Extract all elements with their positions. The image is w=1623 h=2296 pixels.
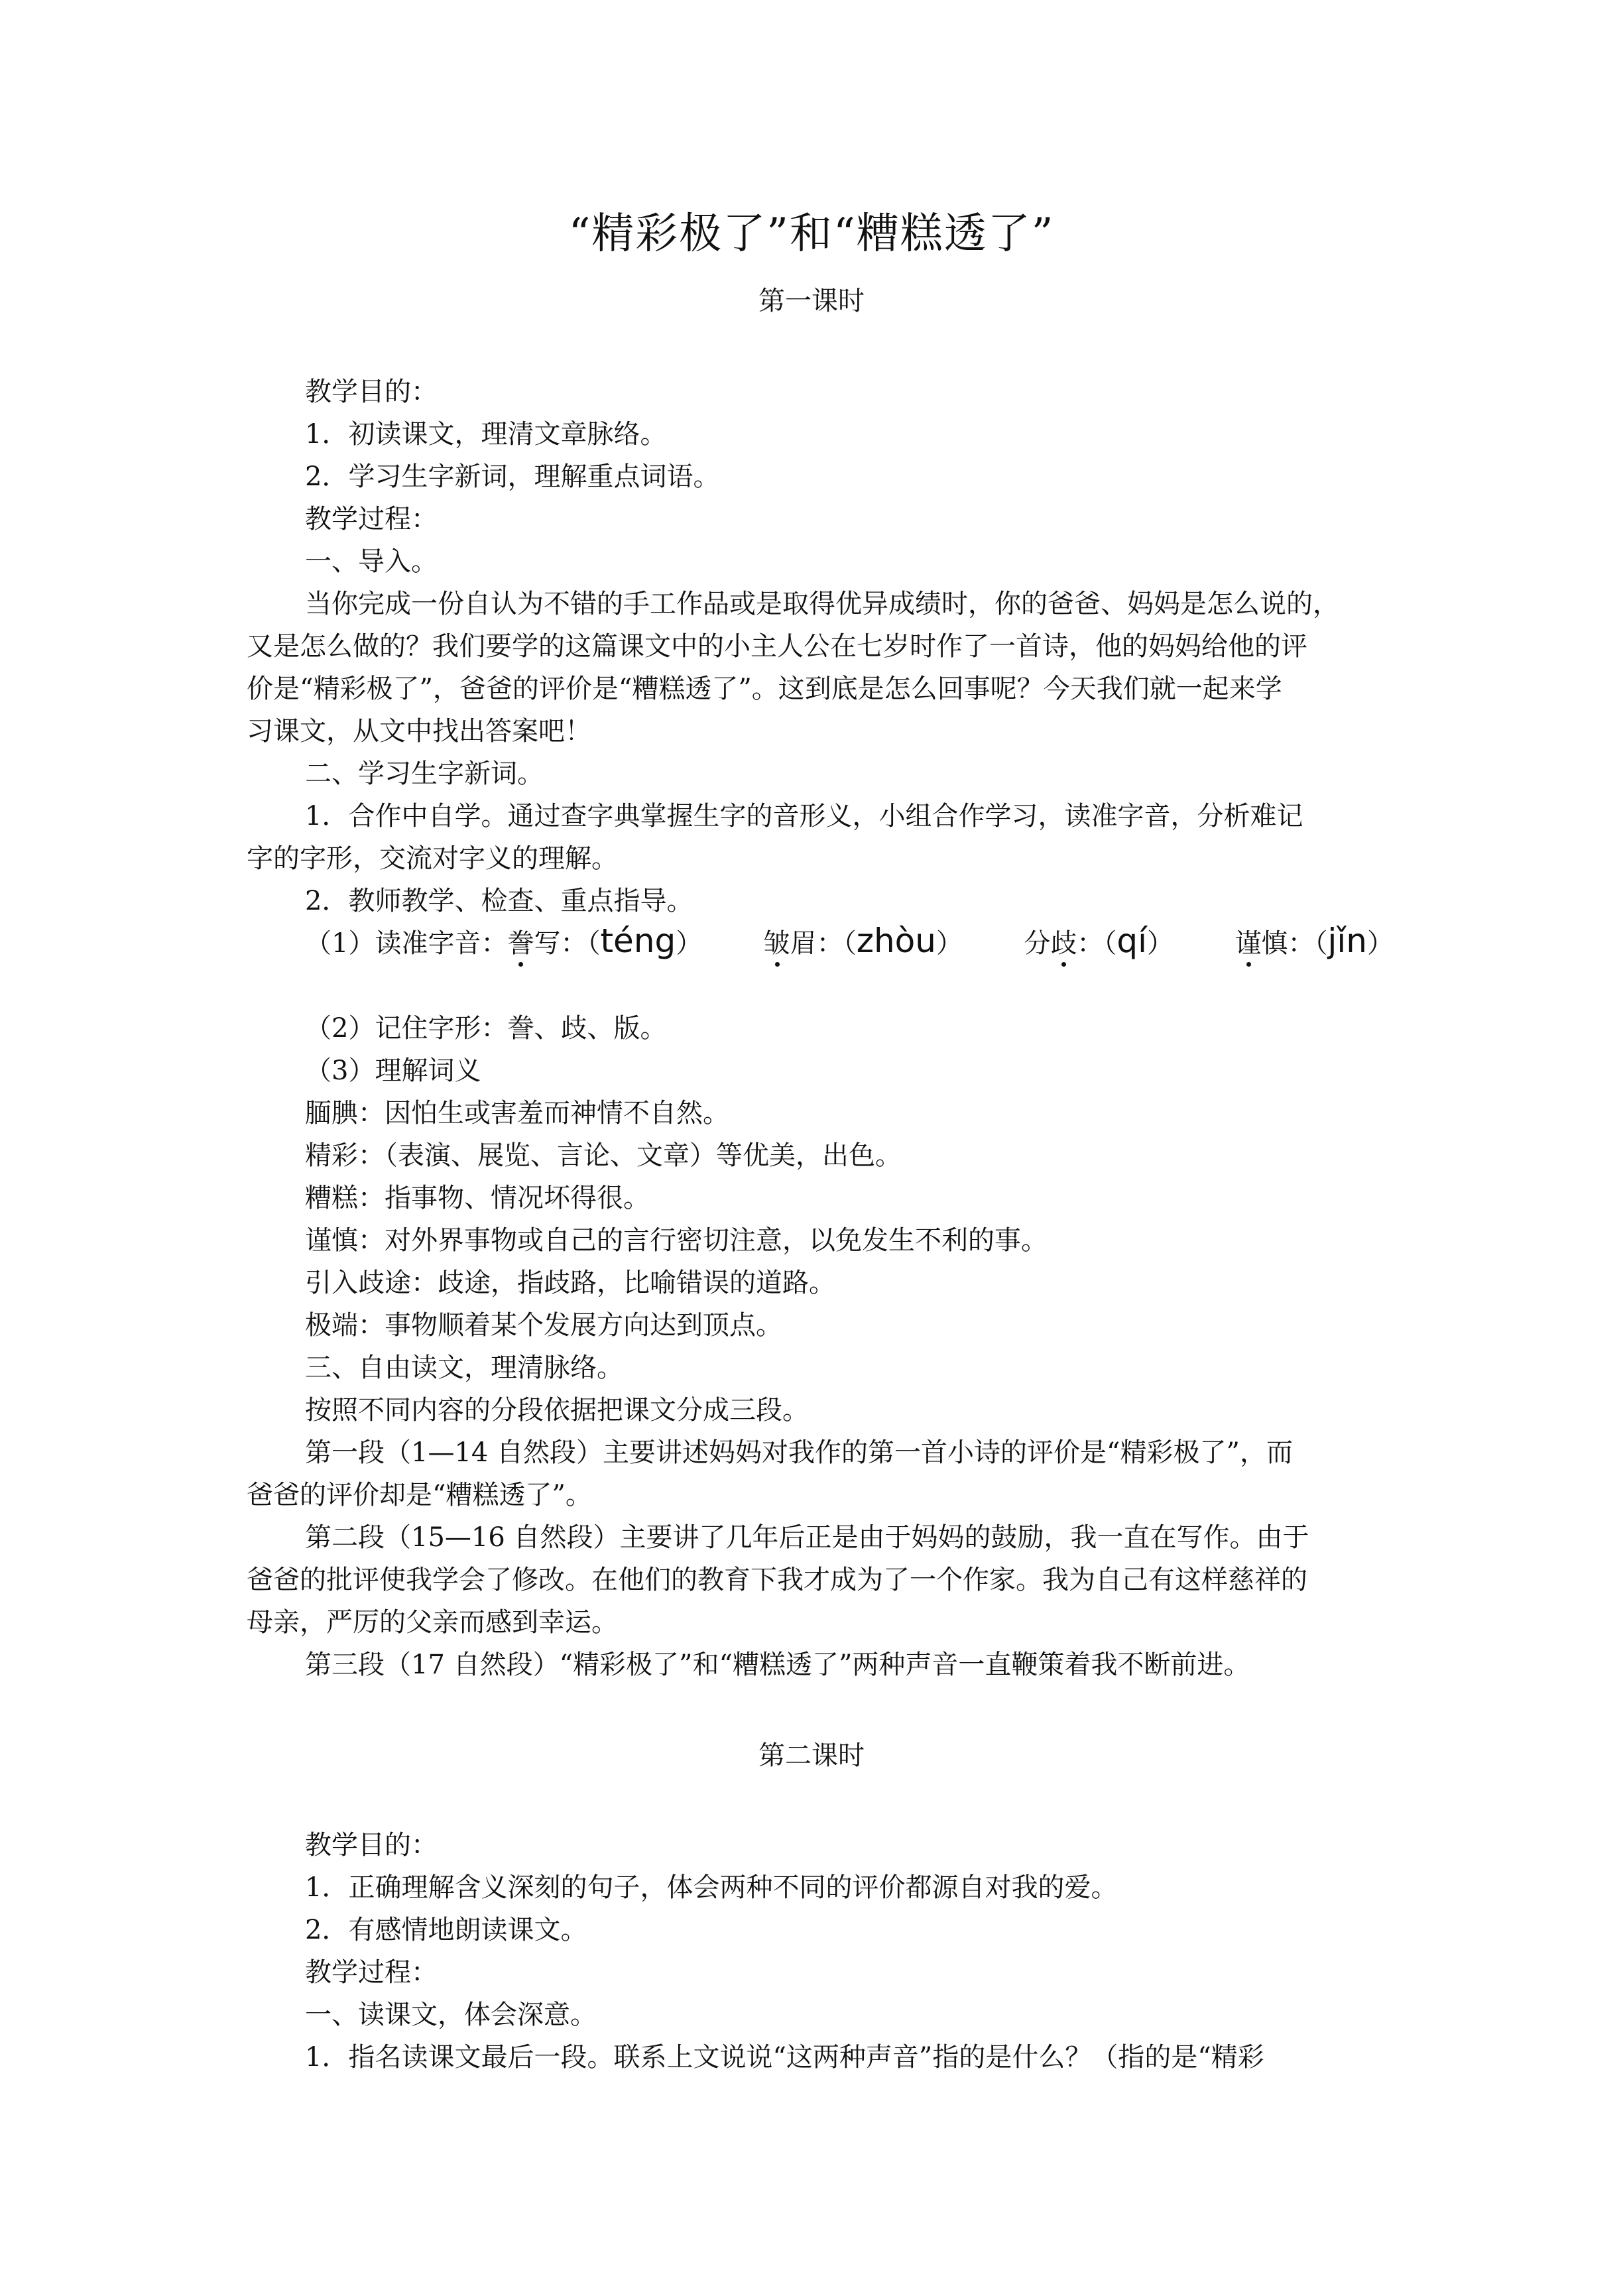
intro-paragraph-line-1: 当你完成一份自认为不错的手工作品或是取得优异成绩时，你的爸爸、妈妈是怎么说的， xyxy=(305,589,1339,619)
pronunciation-item-2 xyxy=(764,922,963,960)
section-intro-heading: 一、导入。 xyxy=(305,546,438,577)
pronunciation-item-4 xyxy=(1235,922,1394,960)
lesson1-goals-label: 教学目的： xyxy=(305,377,438,407)
vocab-item: 糟糕：指事物、情况坏得很。 xyxy=(305,1183,650,1213)
pronunciation-char: 谨 xyxy=(1234,928,1262,959)
pronunciation-label: （1）读准字音： xyxy=(305,928,508,959)
pronunciation-text: 眉：（ xyxy=(790,928,857,959)
lesson2-goal-1: 1．正确理解含义深刻的句子，体会两种不同的评价都源自对我的爱。 xyxy=(305,1872,1118,1903)
lesson2-process-label: 教学过程： xyxy=(305,1957,438,1988)
part-1-line-1: 第一段（1—14 自然段）主要讲述妈妈对我作的第一首小诗的评价是“精彩极了”，而 xyxy=(305,1437,1293,1468)
part-2-line-1: 第二段（15—16 自然段）主要讲了几年后正是由于妈妈的鼓励，我一直在写作。由于 xyxy=(305,1522,1309,1553)
part-2-line-2: 爸爸的批评使我学会了修改。在他们的教育下我才成为了一个作家。我为自己有这样慈祥的 xyxy=(247,1565,1307,1595)
pronunciation-item-1 xyxy=(305,922,702,960)
part-2-line-3: 母亲，严厉的父亲而感到幸运。 xyxy=(247,1607,618,1638)
pronunciation-close: ） xyxy=(935,928,963,959)
new-words-step-2: 2．教师教学、检查、重点指导。 xyxy=(305,886,693,916)
pinyin-text: jǐn xyxy=(1327,922,1367,960)
new-words-step-1-line-1: 1．合作中自学。通过查字典掌握生字的音形义，小组合作学习，读准字音，分析难记 xyxy=(305,801,1303,831)
pinyin-text: téng xyxy=(600,922,676,960)
pronunciation-close: ） xyxy=(1147,928,1174,959)
pronunciation-close: ） xyxy=(676,928,703,959)
word-meaning-label: （3）理解词义 xyxy=(305,1056,481,1086)
pronunciation-item-3 xyxy=(1024,922,1173,960)
lesson2-section-1-step-1: 1．指名读课文最后一段。联系上文说说“这两种声音”指的是什么？（指的是“精彩 xyxy=(305,2042,1264,2073)
vocab-item: 腼腆：因怕生或害羞而神情不自然。 xyxy=(305,1098,729,1128)
structure-intro: 按照不同内容的分段依据把课文分成三段。 xyxy=(305,1395,809,1425)
section-structure-heading: 三、自由读文，理清脉络。 xyxy=(305,1353,623,1383)
pronunciation-line xyxy=(305,922,1394,975)
part-1-line-2: 爸爸的评价却是“糟糕透了”。 xyxy=(247,1480,592,1510)
pronunciation-text: 慎：（ xyxy=(1261,928,1328,959)
lesson1-process-label: 教学过程： xyxy=(305,504,438,534)
lesson1-goal-1: 1．初读课文，理清文章脉络。 xyxy=(305,419,667,450)
intro-paragraph-line-4: 习课文，从文中找出答案吧！ xyxy=(247,716,591,747)
pronunciation-char: 歧 xyxy=(1050,928,1077,959)
vocab-item: 极端：事物顺着某个发展方向达到顶点。 xyxy=(305,1310,782,1341)
lesson2-goal-2: 2．有感情地朗读课文。 xyxy=(305,1915,587,1945)
pinyin-text: qí xyxy=(1116,922,1148,960)
section-new-words-heading: 二、学习生字新词。 xyxy=(305,758,544,789)
pronunciation-text: ：（ xyxy=(1077,928,1117,959)
lesson1-heading: 第一课时 xyxy=(758,286,865,316)
pronunciation-char: 皱 xyxy=(763,928,790,959)
lesson1-goal-2: 2．学习生字新词，理解重点词语。 xyxy=(305,461,720,492)
vocab-item: 引入歧途：歧途，指歧路，比喻错误的道路。 xyxy=(305,1268,835,1298)
part-3-line-1: 第三段（17 自然段）“精彩极了”和“糟糕透了”两种声音一直鞭策着我不断前进。 xyxy=(305,1650,1250,1680)
pronunciation-char: 誊 xyxy=(507,928,534,959)
intro-paragraph-line-2: 又是怎么做的？我们要学的这篇课文中的小主人公在七岁时作了一首诗，他的妈妈给他的评 xyxy=(247,631,1307,662)
lesson2-section-1-heading: 一、读课文，体会深意。 xyxy=(305,2000,597,2030)
pronunciation-text: 分 xyxy=(1024,928,1051,959)
pinyin-text: zhòu xyxy=(856,922,936,960)
vocab-item: 谨慎：对外界事物或自己的言行密切注意，以免发生不利的事。 xyxy=(305,1225,1048,1256)
vocab-item: 精彩：（表演、展览、言论、文章）等优美，出色。 xyxy=(305,1140,902,1171)
new-words-step-1-line-2: 字的字形，交流对字义的理解。 xyxy=(247,843,618,874)
pronunciation-text: 写：（ xyxy=(534,928,601,959)
pronunciation-close: ） xyxy=(1367,928,1394,959)
lesson2-heading: 第二课时 xyxy=(758,1740,865,1771)
document-title: “精彩极了”和“糟糕透了” xyxy=(568,210,1055,259)
character-forms: （2）记住字形：誊、歧、版。 xyxy=(305,1013,667,1044)
intro-paragraph-line-3: 价是“精彩极了”，爸爸的评价是“糟糕透了”。这到底是怎么回事呢？今天我们就一起来学 xyxy=(247,674,1282,704)
lesson2-goals-label: 教学目的： xyxy=(305,1830,438,1860)
